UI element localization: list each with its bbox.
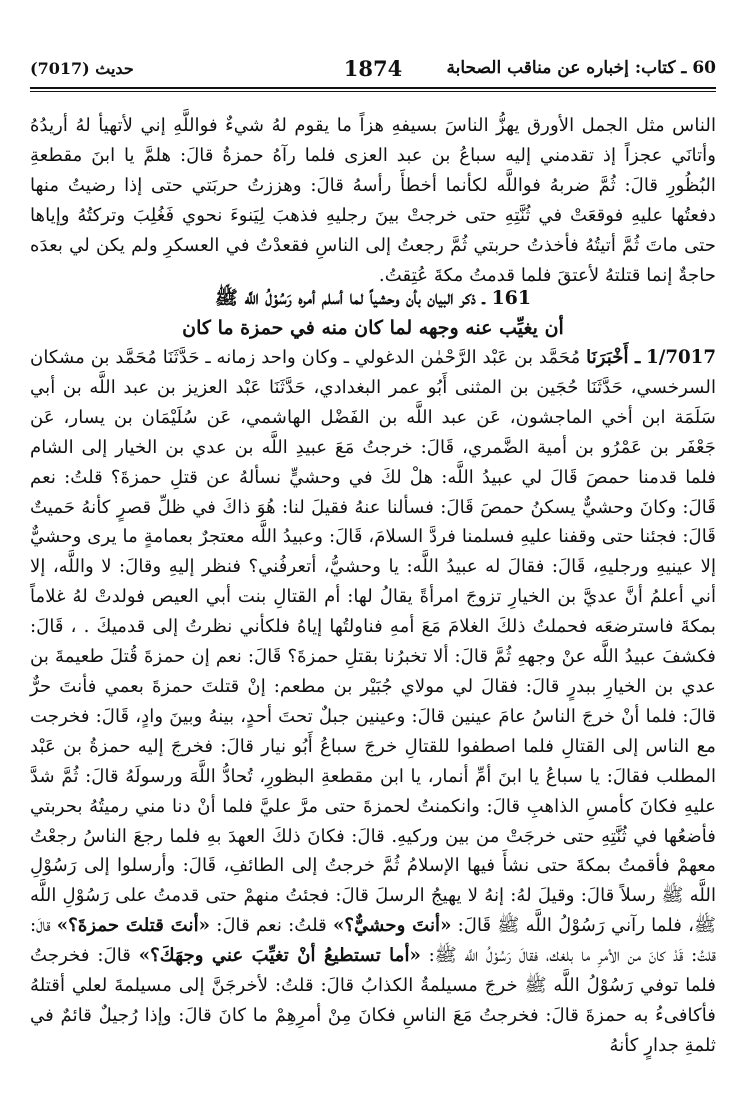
hadith-text-2: قلتُ: نعم قالَ: (210, 915, 333, 937)
chapter-heading (30, 283, 716, 343)
hadith-paragraph (30, 343, 716, 1061)
page-number: 1874 (343, 55, 403, 81)
hadith-number: 1/7017 (646, 347, 716, 368)
hadith-text-1: مُحَمَّد بن عَبْد الرَّحْمٰن الدغولي ـ وكان واحد زمانه ـ حَدَّثَنَا مُحَمَّد بن مشكان السرخسي، حَدَّثَنَا حُجَين بن المثنى أَبُو عمر البغدادي، حَدَّثَنَا عَبْد العزيز بن عبد اللَّه بن أبي سَلَمَة ابن أخي الماجشون، عَن عبد اللَّه بن الفَضْل الهاشمي، عَن سُلَيْمَان بن يسار، عَن جَعْفَر بن عَمْرُو بن أمية الضَّمري، قَالَ: خرجتُ مَعَ عبيدِ اللَّه بن عدي بن الخيار إلى الشام فلما قدمنا حمصَ قَالَ لي عبيدُ اللَّه: هلْ لكَ في وحشيٍّ نسألهُ عن قتلِ حمزةَ؟ قلتُ: نعم قَالَ: وكانَ وحشيٌّ يسكنُ حمصَ قَالَ: فسألنا عنهُ فقيلَ لنا: هُوَ ذاكَ في ظلِّ قصرٍ كأنهُ حَميتٌ قَالَ: فجئنا حتى وقفنا عليهِ فسلمنا فردَّ السلامَ، قَالَ: وعبيدُ اللَّه معتجرٌ بعمامةٍ ما يرى وحشيٌّ إلا عينيهِ ورجليهِ، قَالَ: فقالَ له عبيدُ اللَّه: يا وحشيُّ، أتعرفُني؟ فنظر إليهِ وقالَ: لا واللَّه، إلا أني أعلمُ أنَّ عديَّ بن الخيارِ تزوجَ امرأةً يقالُ لها: أم القتالِ بنت أبي العيص فولدتْ لهُ غلاماً بمكةَ فاسترضعَه فحملتُ ذلكَ الغلامَ مَعَ أمهِ فناولتُها إياهُ فلكأني نظرتُ إلى قدميكَ . ، قَالَ: فكشفَ عبيدُ اللَّه عنْ وجههِ ثُمَّ قالَ: ألا تخبرُنا بقتلِ حمزةَ؟ قَالَ: نعم إن حمزةَ قُتلَ طعيمةَ بن عدي بن الخيارِ ببدرٍ قالَ: فقالَ لي مولاي جُبَيْر بن مطعم: إنْ قتلتَ حمزةَ بعمي فأنتَ حرٌّ قالَ: فلما أنْ خرجَ الناسُ عامَ عينين قالَ: وعينين جبلٌ تحتَ أحدٍ، بينهُ وبينَ وادٍ، قَالَ: فخرجت مع الناس إلى القتالِ فلما اصطفوا للقتالِ خرجَ سباعُ أَبُو نيار قالَ: فخرجَ إليه حمزةُ بن عَبْد المطلب فقالَ: يا سباعُ يا ابنَ أمِّ أنمار، يا ابن مقطعةِ البظورِ، تُحادُّ اللَّهَ ورسولَهُ قالَ: ثُمَّ شدَّ عليهِ فكانَ كأمسِ الذاهبِ قالَ: وانكمنتُ لحمزةَ حتى مرَّ عليَّ فلما أنْ دنا مني رميتُهُ بحربتي فأضعُها في ثُنَّتِهِ حتى خرجَتْ من بين وركيهِ. قالَ: فكانَ ذلكَ العهدَ بهِ فلما رجعَ الناسُ رجعْتُ معهمْ فأقمتُ بمكةَ حتى نشأَ فيها الإسلامُ ثُمَّ خرجتُ إلى الطائفِ، قَالَ: وأرسلوا إلى رَسُوْلِ اللَّه ﷺ رسلاً قالَ: وقيلَ لهُ: إنهُ لا يهيجُ الرسلَ قالَ: فجئتُ منهمْ حتى قدمتُ على رَسُوْلِ اللَّه ﷺ، فلما رآني رَسُوْلُ اللَّه ﷺ قَالَ: (30, 347, 716, 937)
running-title: 60 ـ كتاب: إخباره عن مناقب الصحابة (446, 58, 716, 78)
header-rule (30, 87, 716, 92)
chapter-heading-line-1: 161 ـ ذكر البيان بأن وحشياً لما أسلم أمره رَسُوْلُ اللَّه ﷺ (214, 287, 532, 309)
hadith-text-3: قالَ: قلتُ: قَدْ كانَ من الأمرِ ما بلغك، فقالَ رَسُوْلُ اللَّه ﷺ: (30, 915, 716, 967)
hadith-reference: حديث (7017) (30, 58, 134, 78)
prophet-quote-3: «أما تستطيعُ أنْ تغيِّبَ عني وجهَكَ؟» (138, 945, 421, 967)
continuation-paragraph: الناس مثل الجمل الأورق يهزُّ الناسَ بسيفهِ هزاً ما يقوم لهُ شيءٌ فواللَّهِ إني لأتهيأ لهُ أريدُهُ وأتانَي عجزاً إذ تقدمني إليه سباعُ بن عبد العزى فلما رآهُ حمزةُ قالَ: هلمَّ يا ابنَ مقطعةِ البُظُورِ قالَ: ثُمَّ ضربهُ فواللَّه لكأنما أخطأَ رأسهُ قالَ: وهززتُ حربَتي حتى إذا رضيتُ منها دفعتُها عليهِ فوقعَتْ في ثُنَّتِهِ حتى خرجتْ بينَ رجليهِ فذهبَ لِيَنوءَ نحوي فَغُلِبَ وتركتُهُ وإياها حتى ماتَ ثُمَّ أتيتُهُ فأخذتُ حربتي ثُمَّ رجعتُ إلى الناسِ فقعدْتُ في العسكرِ ولم يكن لي بعدَه حاجةٌ إنما قتلتهُ لأعتقَ فلما قدمتُ مكةَ عُتِقتُ. (30, 115, 716, 286)
chapter-heading-line-2: أن يغيِّب عنه وجهه لما كان منه في حمزة ما كان (182, 317, 564, 339)
hadith-intro: ـ أَخْبَرَنَا (586, 347, 641, 368)
prophet-quote-2: «أنتَ قتلتَ حمزةَ؟» (56, 915, 211, 937)
page-header (30, 52, 716, 84)
hadith-text-4: قالَ: فخرجتُ فلما توفي رَسُوْلُ اللَّه ﷺ خرجَ مسيلمةُ الكذابُ قالَ: قلتُ: لأخرجَنَّ إلى مسيلمةَ لعلي أقتلهُ فأكافىءُ به حمزةَ قالَ: فخرجتُ مَعَ الناسِ فكانَ مِنْ أمرِهِمْ ما كانَ قالَ: وإذا رُجيلٌ قائمٌ في ثلمةِ جدارٍ كأنهُ (30, 945, 716, 1056)
prophet-quote-1: «أنتَ وحشيٌّ؟» (332, 915, 452, 937)
